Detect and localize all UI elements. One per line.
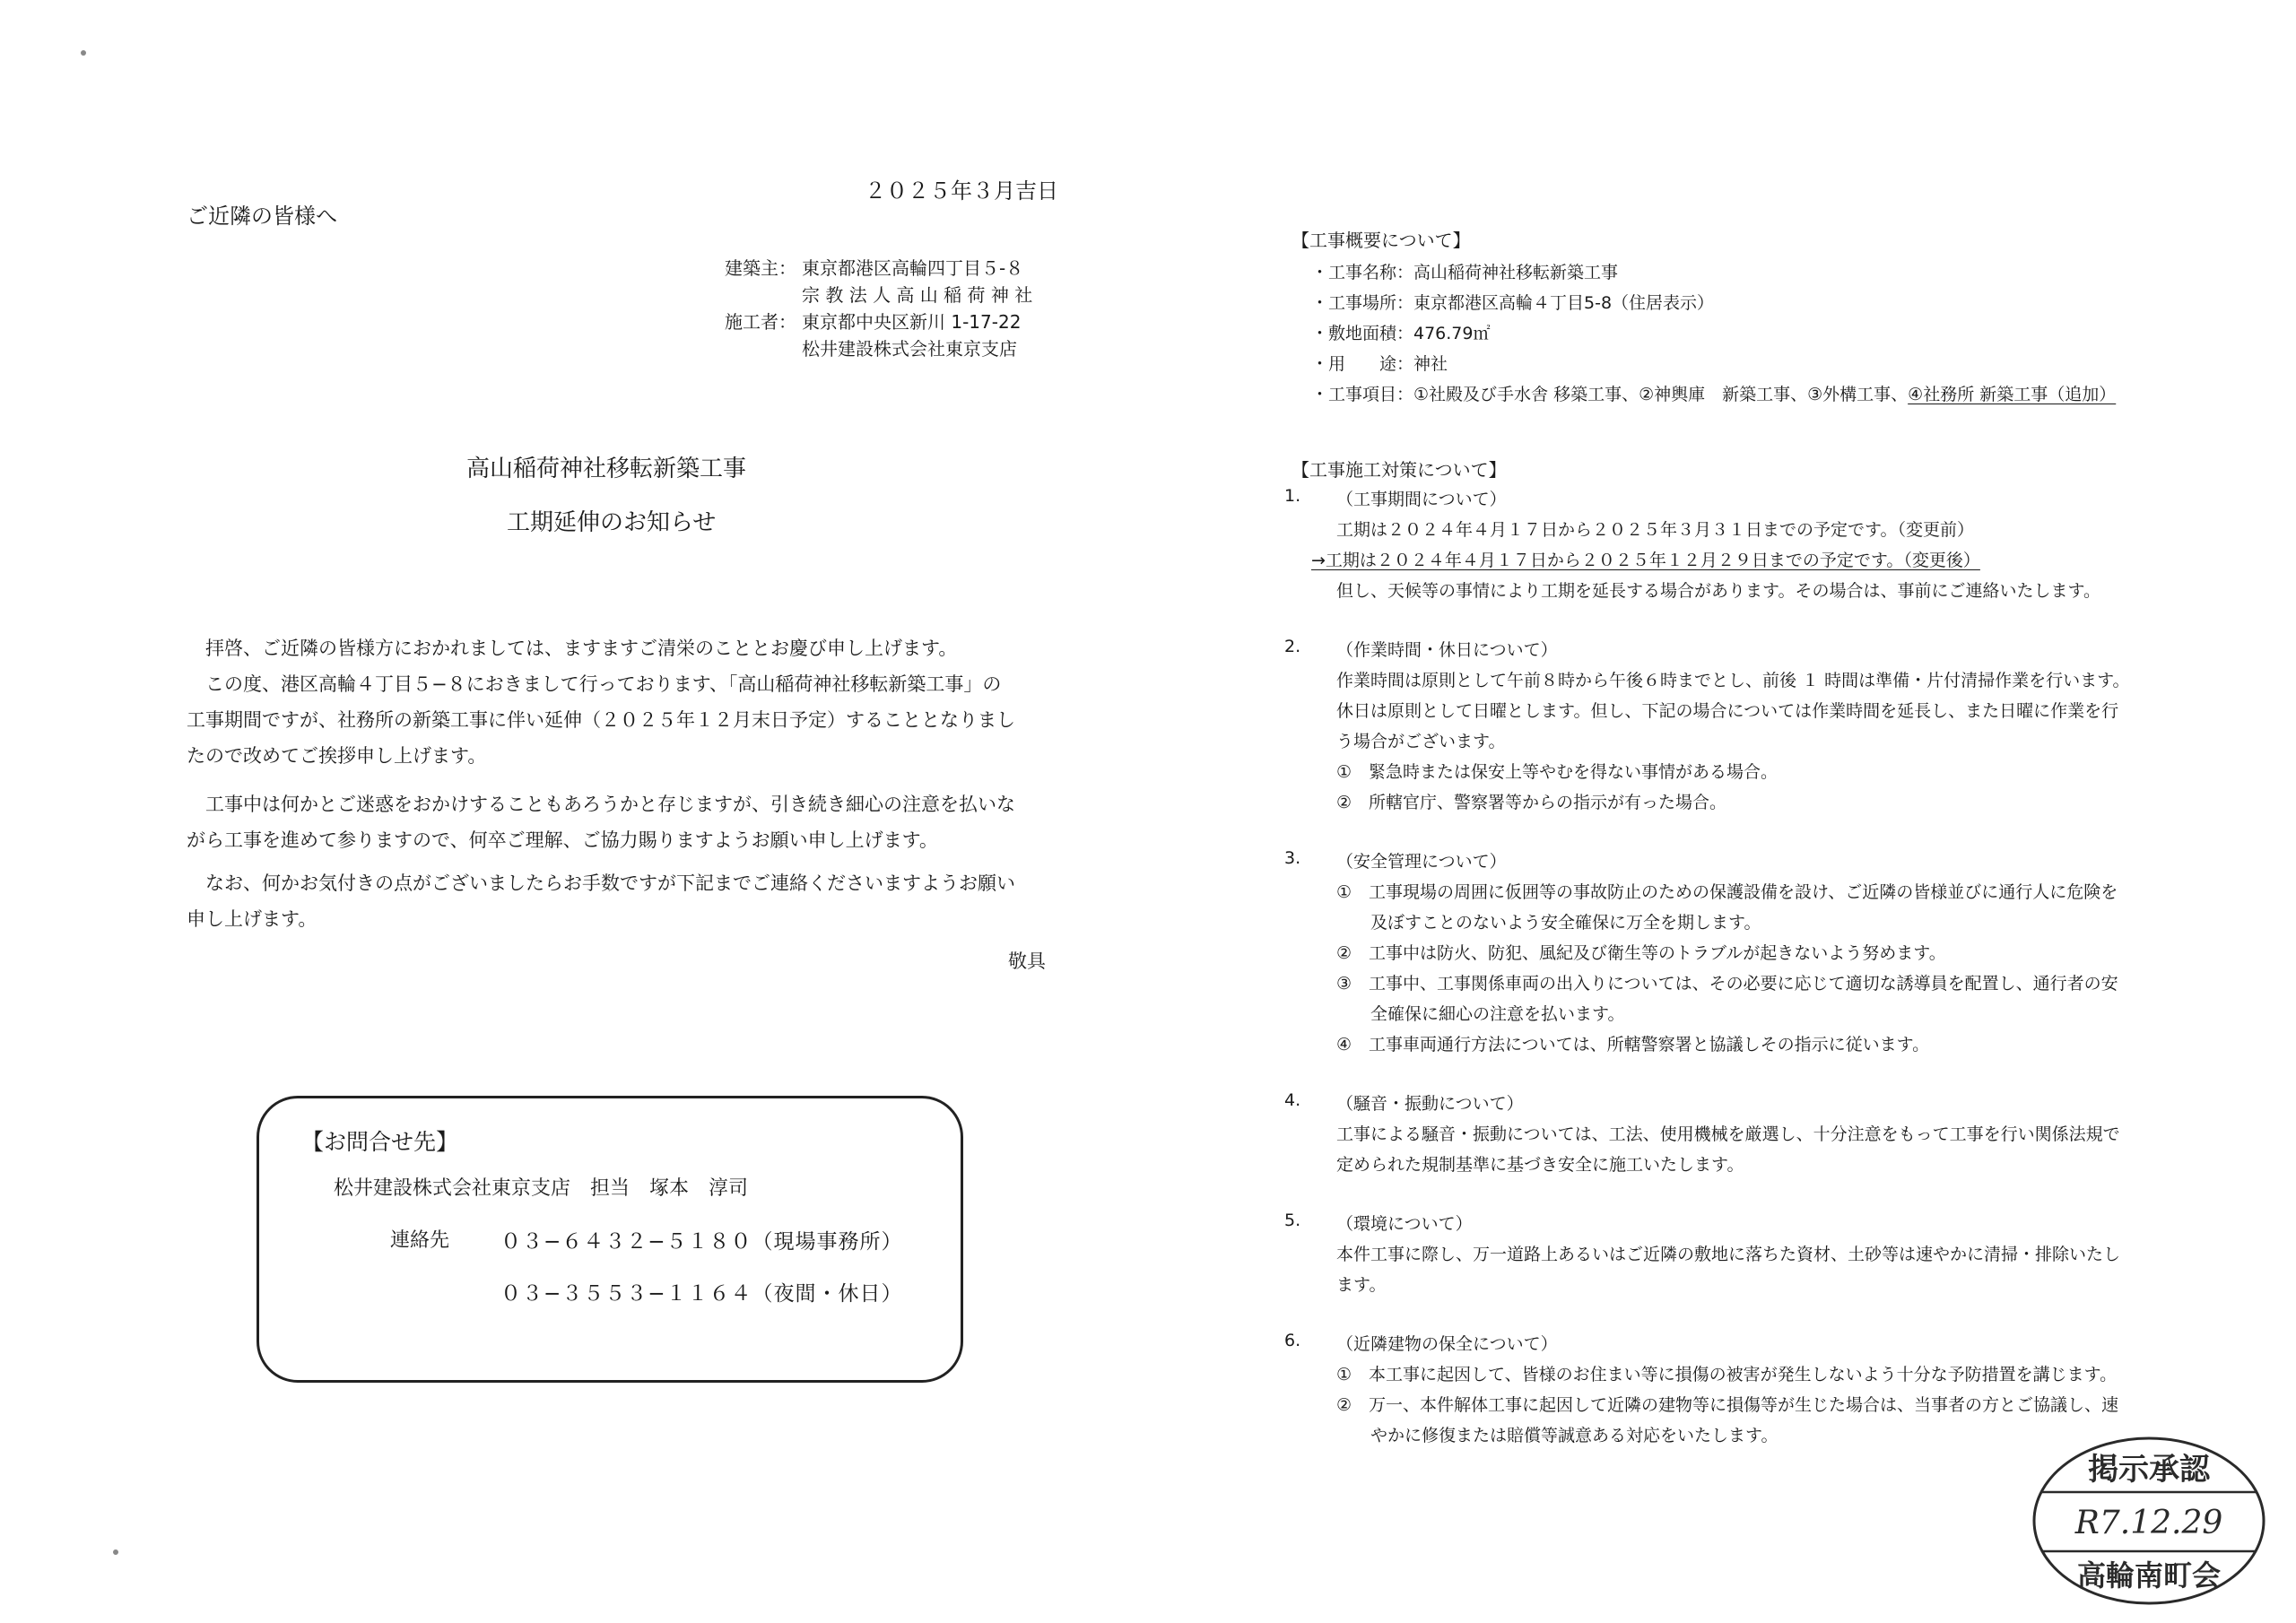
section-4-title: （騒音・振動について） — [1336, 1094, 1524, 1114]
section-3-line: 及ぼすことのないよう安全確保に万全を期します。 — [1336, 913, 1761, 933]
section-3-number: 3. — [1284, 848, 1301, 868]
section-3-title: （安全管理について） — [1336, 852, 1507, 872]
scan-speck — [113, 1549, 118, 1555]
overview-item-works — [1311, 381, 2116, 405]
contact-label: 連絡先 — [390, 1229, 450, 1252]
section-3-line: ③ 工事中、工事関係車両の出入りについては、その必要に応じて適切な誘導員を配置し、通行者の安 — [1336, 974, 2118, 994]
contact-company: 松井建設株式会社東京支店 担当 塚本 淳司 — [334, 1177, 749, 1200]
overview-item: ・敷地面積：476.79㎡ — [1311, 324, 1491, 343]
notice-title: 高山稲荷神社移転新築工事 — [466, 456, 747, 482]
body-line: 拝啓、ご近隣の皆様方におかれましては、ますますご清栄のこととお慶び申し上げます。 — [187, 638, 958, 659]
works-list: ・工事項目：①社殿及び手水舎 移築工事、②神輿庫 新築工事、③外構工事、 — [1311, 385, 1909, 404]
section-1-changed-period: →工期は２０２４年４月１７日から２０２５年１２月２９日までの予定です。（変更後） — [1311, 551, 1980, 570]
body-line: 工事期間ですが、社務所の新築工事に伴い延伸（２０２５年１２月末日予定）することとなりまし — [187, 709, 1015, 731]
document-date: ２０２５年３月吉日 — [865, 178, 1058, 204]
section-4-line: 定められた規制基準に基づき安全に施工いたします。 — [1336, 1155, 1744, 1175]
builder-row — [718, 307, 1021, 337]
approval-stamp — [2029, 1433, 2269, 1609]
overview-item: ・用 途：神社 — [1311, 354, 1448, 374]
measures-heading: 【工事施工対策について】 — [1292, 459, 1507, 481]
section-3-line: ① 工事現場の周囲に仮囲等の事故防止のための保護設備を設け、ご近隣の皆様並びに通行人に危険を — [1336, 882, 2118, 902]
section-1-note: 但し、天候等の事情により工期を延長する場合があります。その場合は、事前にご連絡いたします。 — [1336, 581, 2100, 601]
section-6-title: （近隣建物の保全について） — [1336, 1334, 1558, 1354]
section-1-number: 1. — [1284, 486, 1301, 506]
stamp-bottom-text: 高輪南町会 — [2076, 1558, 2222, 1593]
owner-address: 東京都港区高輪四丁目５-８ — [802, 257, 1024, 279]
body-line: たので改めてご挨拶申し上げます。 — [187, 745, 487, 767]
notice-subtitle: 工期延伸のお知らせ — [507, 509, 717, 536]
section-4-number: 4. — [1284, 1090, 1301, 1110]
section-6-number: 6. — [1284, 1331, 1301, 1350]
section-2-title: （作業時間・休日について） — [1336, 640, 1558, 660]
contact-title: 【お問合せ先】 — [301, 1129, 459, 1155]
scan-speck — [81, 50, 86, 56]
body-line: この度、港区高輪４丁目５−８におきまして行っております、「高山稲荷神社移転新築工事」の — [187, 673, 1002, 695]
section-6-line: ① 本工事に起因して、皆様のお住まい等に損傷の被害が発生しないよう十分な予防措置を講じます。 — [1336, 1365, 2118, 1384]
section-2-line: 休日は原則として日曜とします。但し、下記の場合については作業時間を延長し、また日曜に作業を行 — [1336, 701, 2119, 721]
owner-name-row — [718, 280, 1032, 310]
section-3-line: ④ 工事車両通行方法については、所轄警察署と協議しその指示に従います。 — [1336, 1035, 1930, 1055]
section-5-line: 本件工事に際し、万一道路上あるいはご近隣の敷地に落ちた資材、土砂等は速やかに清掃・排除いたし — [1336, 1245, 2121, 1264]
section-6-line: やかに修復または賠償等誠意ある対応をいたします。 — [1336, 1426, 1779, 1445]
body-line: がら工事を進めて参りますので、何卒ご理解、ご協力賜りますようお願い申し上げます。 — [187, 829, 938, 851]
section-1-line: 工期は２０２４年４月１７日から２０２５年３月３１日までの予定です。（変更前） — [1336, 520, 1974, 540]
body-line: なお、何かお気付きの点がございましたらお手数ですが下記までご連絡くださいますようお願い — [187, 872, 1015, 894]
stamp-top-text: 掲示承認 — [2088, 1452, 2210, 1488]
builder-label: 施工者： — [725, 311, 796, 333]
builder-name-row — [718, 334, 1017, 364]
body-line: 申し上げます。 — [187, 908, 317, 930]
stamp-date: R7.12.29 — [2074, 1505, 2223, 1541]
works-added-item: ④社務所 新築工事（追加） — [1908, 385, 2117, 404]
section-2-number: 2. — [1284, 637, 1301, 656]
section-2-line: ② 所轄官庁、警察署等からの指示が有った場合。 — [1336, 793, 1727, 812]
section-5-title: （環境について） — [1336, 1214, 1473, 1234]
section-5-line: ます。 — [1336, 1275, 1387, 1295]
section-6-line: ② 万一、本件解体工事に起因して近隣の建物等に損傷等が生じた場合は、当事者の方とご協議し、速 — [1336, 1395, 2119, 1415]
section-2-line: ① 緊急時または保安上等やむを得ない事情がある場合。 — [1336, 762, 1779, 782]
section-2-line: 作業時間は原則として午前８時から午後６時までとし、前後 １ 時間は準備・片付清掃作業を行います。 — [1336, 671, 2130, 690]
owner-name: 宗 教 法 人 高 山 稲 荷 神 社 — [802, 284, 1033, 306]
section-5-number: 5. — [1284, 1211, 1301, 1230]
overview-item: ・工事名称：高山稲荷神社移転新築工事 — [1311, 263, 1619, 282]
section-4-line: 工事による騒音・振動については、工法、使用機械を厳選し、十分注意をもって工事を行い関係法規で — [1336, 1124, 2120, 1144]
body-line: 工事中は何かとご迷惑をおかけすることもあろうかと存じますが、引き続き細心の注意を払いな — [187, 794, 1015, 815]
contact-phone-site: ０３−６４３２−５１８０（現場事務所） — [500, 1230, 903, 1254]
owner-label: 建築主： — [725, 257, 796, 279]
owner-row — [718, 253, 1023, 283]
section-3-line: ② 工事中は防火、防犯、風紀及び衛生等のトラブルが起きないよう努めます。 — [1336, 943, 1946, 963]
section-2-line: う場合がございます。 — [1336, 732, 1506, 751]
overview-item: ・工事場所：東京都港区高輪４丁目5-8（住居表示） — [1311, 293, 1715, 313]
builder-address: 東京都中央区新川 1-17-22 — [802, 311, 1022, 333]
builder-name: 松井建設株式会社東京支店 — [802, 338, 1017, 360]
addressee: ご近隣の皆様へ — [187, 204, 337, 229]
closing-word: 敬具 — [1008, 950, 1046, 972]
contact-phone-night: ０３−３５５３−１１６４（夜間・休日） — [500, 1282, 903, 1306]
section-3-line: 全確保に細心の注意を払います。 — [1336, 1004, 1625, 1024]
section-1-title: （工事期間について） — [1336, 490, 1507, 509]
overview-heading: 【工事概要について】 — [1292, 230, 1471, 251]
